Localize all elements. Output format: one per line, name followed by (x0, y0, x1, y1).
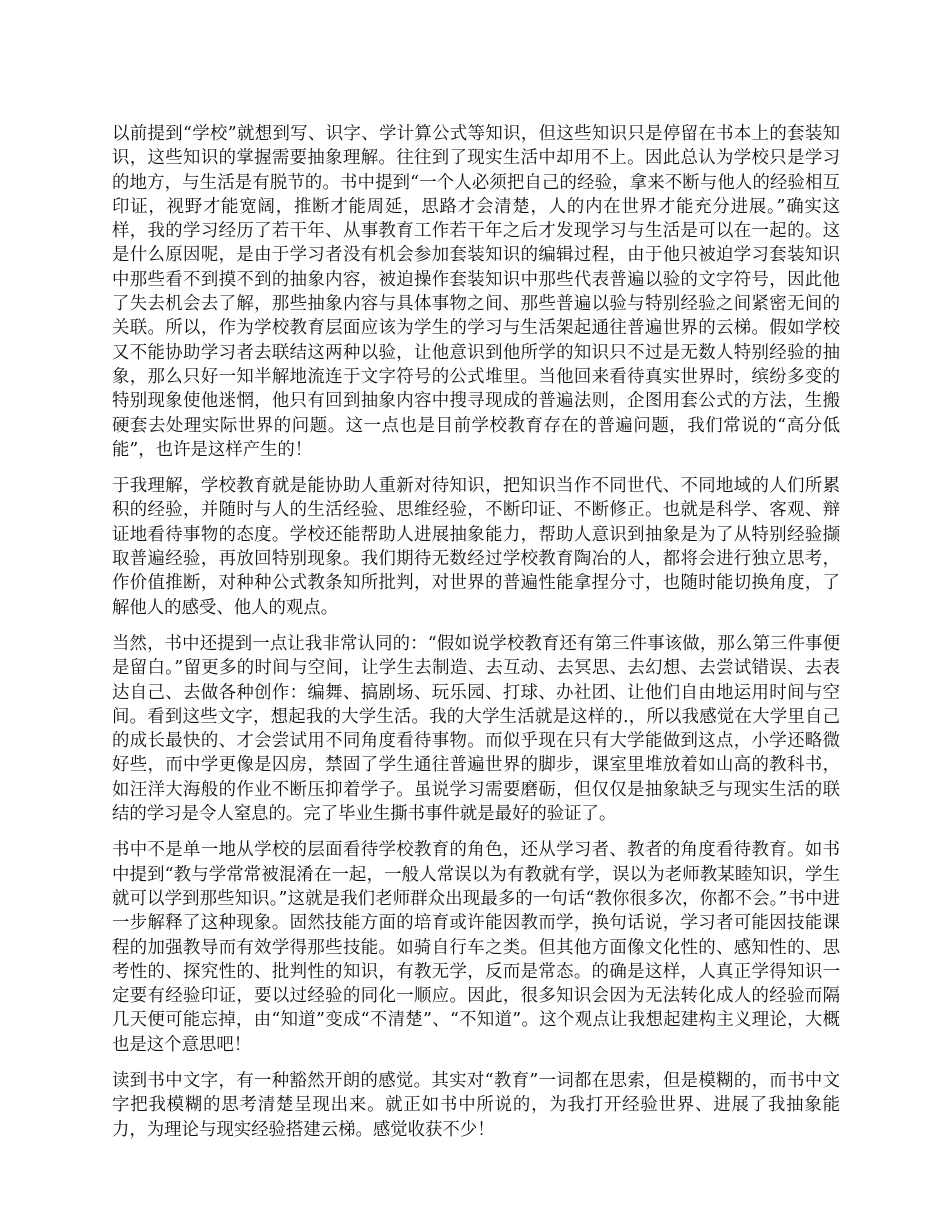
paragraph-1: 以前提到“学校”就想到写、识字、学计算公式等知识，但这些知识只是停留在书本上的套装知识，这些知识的掌握需要抽象理解。往往到了现实生活中却用不上。因此总认为学校只是学习的地方，与生活是有脱节的。书中提到“一个人必须把自己的经验，拿来不断与他人的经验相互印证，视野才能宽阔，推断才能周延，思路才会清楚，人的内在世界才能充分进展。”确实这样，我的学习经历了若干年、从事教育工作若干年之后才发现学习与生活是可以在一起的。这是什么原因呢，是由于学习者没有机会参加套装知识的编辑过程，由于他只被迫学习套装知识中那些看不到摸不到的抽象内容，被迫操作套装知识中那些代表普遍以验的文字符号，因此他了失去机会去了解，那些抽象内容与具体事物之间、那些普遍以验与特别经验之间紧密无间的关联。所以，作为学校教育层面应该为学生的学习与生活架起通往普遍世界的云梯。假如学校又不能协助学习者去联结这两种以验，让他意识到他所学的知识只不过是无数人特别经验的抽象，那么只好一知半解地流连于文字符号的公式堆里。当他回来看待真实世界时，缤纷多变的特别现象使他迷惘，他只有回到抽象内容中搜寻现成的普遍法则，企图用套公式的方法，生搬硬套去处理实际世界的问题。这一点也是目前学校教育存在的普遍问题，我们常说的“高分低能”，也许是这样产生的！ (112, 124, 840, 460)
document-body (112, 122, 840, 1154)
paragraph-3: 当然，书中还提到一点让我非常认同的：“假如说学校教育还有第三件事该做，那么第三件事便是留白。”留更多的时间与空间，让学生去制造、去互动、去冥思、去幻想、去尝试错误、去表达自己、去做各种创作：编舞、搞剧场、玩乐园、打球、办社团、让他们自由地运用时间与空间。看到这些文字，想起我的大学生活。我的大学生活就是这样的.，所以我感觉在大学里自己的成长最快的、才会尝试用不同角度看待事物。而似乎现在只有大学能做到这点，小学还略微好些，而中学更像是囚房，禁固了学生通往普遍世界的脚步，课室里堆放着如山高的教科书，如汪洋大海般的作业不断压抑着学子。虽说学习需要磨砺，但仅仅是抽象缺乏与现实生活的联结的学习是令人窒息的。完了毕业生撕书事件就是最好的验证了。 (112, 633, 840, 825)
paragraph-2: 于我理解，学校教育就是能协助人重新对待知识，把知识当作不同世代、不同地域的人们所累积的经验，并随时与人的生活经验、思维经验，不断印证、不断修正。也就是科学、客观、辩证地看待事物的态度。学校还能帮助人进展抽象能力，帮助人意识到抽象是为了从特别经验撷取普遍经验，再放回特别现象。我们期待无数经过学校教育陶冶的人，都将会进行独立思考，作价值推断，对种种公式教条知所批判，对世界的普遍性能拿捏分寸，也随时能切换角度，了解他人的感受、他人的观点。 (112, 476, 840, 618)
paragraph-5: 读到书中文字，有一种豁然开朗的感觉。其实对“教育”一词都在思索，但是模糊的，而书中文字把我模糊的思考清楚呈现出来。就正如书中所说的，为我打开经验世界、进展了我抽象能力，为理论与现实经验搭建云梯。感觉收获不少！ (112, 1070, 840, 1140)
paragraph-4: 书中不是单一地从学校的层面看待学校教育的角色，还从学习者、教者的角度看待教育。如书中提到“教与学常常被混淆在一起，一般人常误以为有教就有学，误以为老师教某睦知识，学生就可以学到那些知识。”这就是我们老师群众出现最多的一句话“教你很多次，你都不会。”书中进一步解释了这种现象。固然技能方面的培育或许能因教而学，换句话说，学习者可能因技能课程的加强教导而有效学得那些技能。如骑自行车之类。但其他方面像文化性的、感知性的、思考性的、探究性的、批判性的知识，有教无学，反而是常态。的确是这样，人真正学得知识一定要有经验印证，要以过经验的同化一顺应。因此，很多知识会因为无法转化成人的经验而隔几天便可能忘掉，由“知道”变成“不清楚”、“不知道”。这个观点让我想起建构主义理论，大概也是这个意思吧！ (112, 840, 840, 1055)
